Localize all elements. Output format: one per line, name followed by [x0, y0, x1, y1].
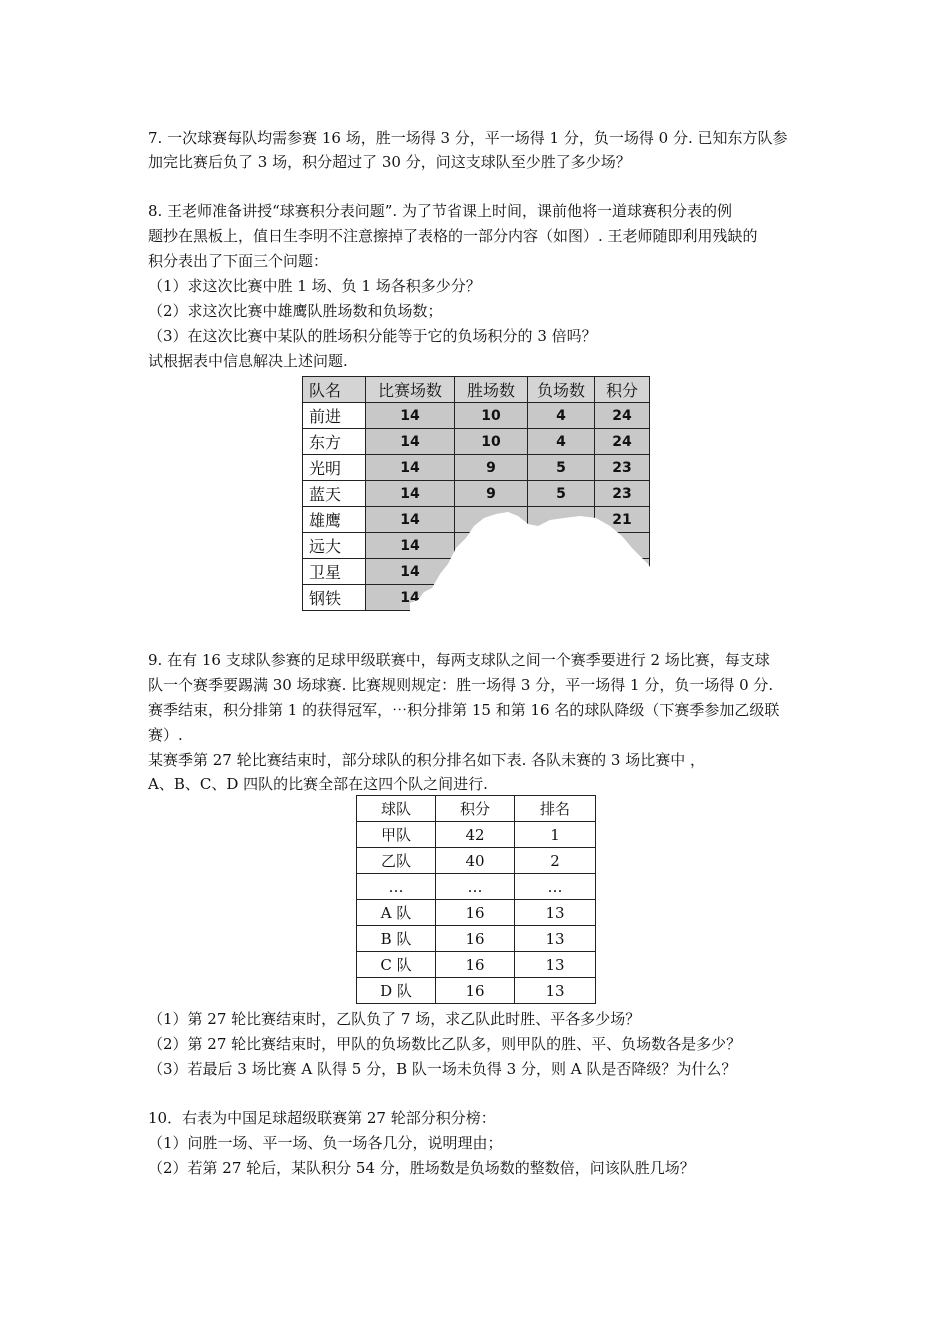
ranking-row — [357, 952, 596, 978]
team-name: 卫星 — [303, 559, 366, 585]
ranking-table — [356, 795, 596, 1004]
rank-cell: 13 — [515, 978, 596, 1004]
ranking-row — [357, 848, 596, 874]
q10-subquestion-1: （1）问胜一场、平一场、负一场各几分，说明理由； — [148, 1134, 503, 1152]
scoreboard-row — [303, 429, 650, 455]
rank-cell: 1 — [515, 822, 596, 848]
team-name: 蓝天 — [303, 481, 366, 507]
games-cell: 14 — [366, 403, 455, 429]
points-cell: 24 — [595, 403, 650, 429]
header-team: 队名 — [303, 377, 366, 403]
rank-cell: 13 — [515, 900, 596, 926]
q10-line-1: 10．右表为中国足球超级联赛第 27 轮部分积分榜： — [148, 1109, 496, 1127]
q9-subquestion-1: （1）第 27 轮比赛结束时，乙队负了 7 场，求乙队此时胜、平各多少场？ — [148, 1010, 641, 1028]
q7-line-1: 7. 一次球赛每队均需参赛 16 场，胜一场得 3 分，平一场得 1 分，负一场得 0 分. 已知东方队参 — [148, 129, 788, 147]
wins-cell: 9 — [455, 455, 528, 481]
q8-line-1: 8. 王老师准备讲授“球赛积分表问题”. 为了节省课上时间，课前他将一道球赛积分表的例 — [148, 202, 732, 220]
points-cell: 21 — [595, 507, 650, 533]
team-cell: D 队 — [357, 978, 436, 1004]
games-cell: 14 — [366, 455, 455, 481]
team-name: 东方 — [303, 429, 366, 455]
losses-cell: 5 — [528, 455, 595, 481]
scoreboard-row — [303, 403, 650, 429]
losses-cell: 5 — [528, 481, 595, 507]
q9-subquestion-2: （2）第 27 轮比赛结束时，甲队的负场数比乙队多，则甲队的胜、平、负场数各是多少？ — [148, 1035, 742, 1053]
q8-line-2: 题抄在黑板上，值日生李明不注意擦掉了表格的一部分内容（如图）. 王老师随即利用残缺的 — [148, 227, 758, 245]
points-cell: 24 — [595, 429, 650, 455]
q9-line-2: 队一个赛季要踢满 30 场球赛. 比赛规则规定：胜一场得 3 分，平一场得 1 分，负一场得 0 分. — [148, 676, 774, 694]
games-cell: 14 — [366, 559, 455, 585]
erased-region — [410, 508, 660, 623]
q9-line-3: 赛季结束，积分排第 1 的获得冠军，⋯积分排第 15 和第 16 名的球队降级（下赛季参加乙级联 — [148, 701, 780, 719]
scoreboard-row — [303, 455, 650, 481]
team-name: 雄鹰 — [303, 507, 366, 533]
rank-cell: 13 — [515, 952, 596, 978]
ranking-row — [357, 900, 596, 926]
q9-line-4: 赛）. — [148, 726, 183, 744]
rank-cell: 13 — [515, 926, 596, 952]
q9-line-5: 某赛季第 27 轮比赛结束时，部分球队的积分排名如下表. 各队未赛的 3 场比赛中 ， — [148, 751, 706, 769]
team-name: 光明 — [303, 455, 366, 481]
header-points: 积分 — [436, 796, 515, 822]
header-points: 积分 — [595, 377, 650, 403]
q9-line-1: 9. 在有 16 支球队参赛的足球甲级联赛中，每两支球队之间一个赛季要进行 2 场比赛，每支球 — [148, 651, 770, 669]
ranking-row — [357, 978, 596, 1004]
points-cell: 16 — [436, 978, 515, 1004]
scoreboard-row — [303, 481, 650, 507]
header-wins: 胜场数 — [455, 377, 528, 403]
points-cell: 42 — [436, 822, 515, 848]
wins-cell: 10 — [455, 429, 528, 455]
team-name: 前进 — [303, 403, 366, 429]
games-cell: 14 — [366, 429, 455, 455]
wins-cell: 10 — [455, 403, 528, 429]
games-cell: 14 — [366, 585, 455, 611]
team-cell: … — [357, 874, 436, 900]
q8-subquestion-1: （1）求这次比赛中胜 1 场、负 1 场各积多少分？ — [148, 277, 481, 295]
losses-cell: 4 — [528, 403, 595, 429]
rank-cell: 2 — [515, 848, 596, 874]
losses-cell: 4 — [528, 429, 595, 455]
ranking-row — [357, 822, 596, 848]
team-cell: 甲队 — [357, 822, 436, 848]
q9-subquestion-3: （3）若最后 3 场比赛 A 队得 5 分，B 队一场未负得 3 分，则 A 队是否降级？为什么？ — [148, 1060, 737, 1078]
rank-cell: … — [515, 874, 596, 900]
games-cell: 14 — [366, 507, 455, 533]
points-cell: 23 — [595, 481, 650, 507]
header-games: 比赛场数 — [366, 377, 455, 403]
points-cell: 16 — [436, 926, 515, 952]
q9-line-6: A、B、C、D 四队的比赛全部在这四个队之间进行. — [148, 775, 488, 793]
team-name: 远大 — [303, 533, 366, 559]
games-cell: 14 — [366, 533, 455, 559]
header-rank: 排名 — [515, 796, 596, 822]
q7-line-2: 加完比赛后负了 3 场，积分超过了 30 分，问这支球队至少胜了多少场？ — [148, 153, 631, 171]
ranking-row — [357, 926, 596, 952]
scoreboard-header-row — [303, 377, 650, 403]
games-cell: 14 — [366, 481, 455, 507]
points-cell: 16 — [436, 952, 515, 978]
q8-line-3: 积分表出了下面三个问题： — [148, 252, 329, 270]
q10-subquestion-2: （2）若第 27 轮后，某队积分 54 分，胜场数是负场数的整数倍，问该队胜几场？ — [148, 1159, 695, 1177]
header-team: 球队 — [357, 796, 436, 822]
q8-subquestion-2: （2）求这次比赛中雄鹰队胜场数和负场数； — [148, 302, 443, 320]
team-cell: A 队 — [357, 900, 436, 926]
team-cell: C 队 — [357, 952, 436, 978]
points-cell: 40 — [436, 848, 515, 874]
ranking-header-row — [357, 796, 596, 822]
points-cell: 16 — [436, 900, 515, 926]
q8-subquestion-3: （3）在这次比赛中某队的胜场积分能等于它的负场积分的 3 倍吗？ — [148, 327, 597, 345]
points-cell: 23 — [595, 455, 650, 481]
team-cell: 乙队 — [357, 848, 436, 874]
header-losses: 负场数 — [528, 377, 595, 403]
points-cell: … — [436, 874, 515, 900]
team-name: 钢铁 — [303, 585, 366, 611]
q8-instruction: 试根据表中信息解决上述问题. — [148, 352, 348, 370]
ranking-row — [357, 874, 596, 900]
team-cell: B 队 — [357, 926, 436, 952]
wins-cell: 9 — [455, 481, 528, 507]
